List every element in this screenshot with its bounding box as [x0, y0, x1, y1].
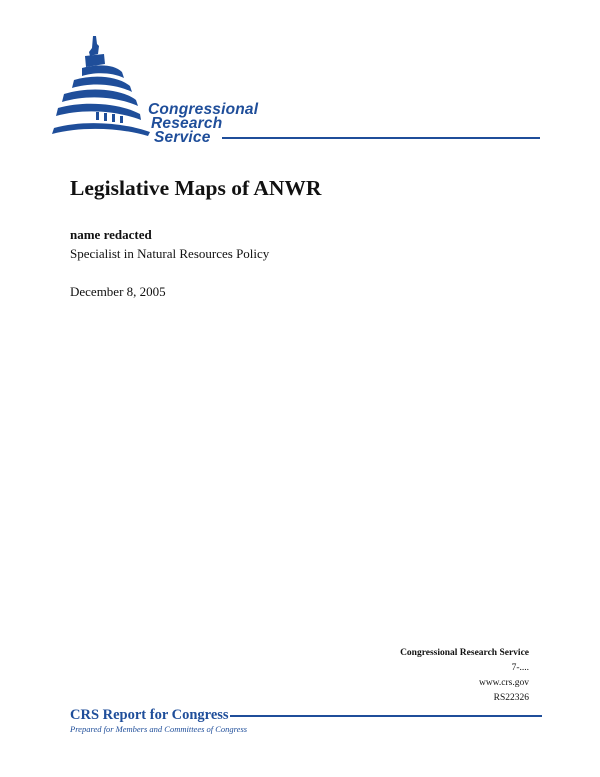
capitol-dome-icon	[52, 34, 552, 146]
crs-contact-block	[400, 646, 529, 706]
logo-text-congressional: Congressional	[148, 101, 259, 118]
crs-name: Congressional Research Service	[400, 648, 529, 658]
author-role: Specialist in Natural Resources Policy	[70, 246, 270, 261]
footer-title: CRS Report for Congress	[70, 707, 229, 723]
logo-text-service: Service	[154, 129, 211, 146]
report-title: Legislative Maps of ANWR	[70, 176, 322, 200]
logo-rule	[222, 137, 540, 139]
report-date: December 8, 2005	[70, 284, 166, 299]
footer-rule	[230, 715, 542, 717]
footer-subtitle: Prepared for Members and Committees of Congress	[70, 724, 248, 734]
report-number: RS22326	[493, 693, 529, 703]
crs-phone: 7-....	[511, 663, 529, 673]
author-name: name redacted	[70, 227, 152, 242]
crs-website[interactable]: www.crs.gov	[478, 678, 529, 688]
logo-text-research: Research	[151, 115, 223, 132]
